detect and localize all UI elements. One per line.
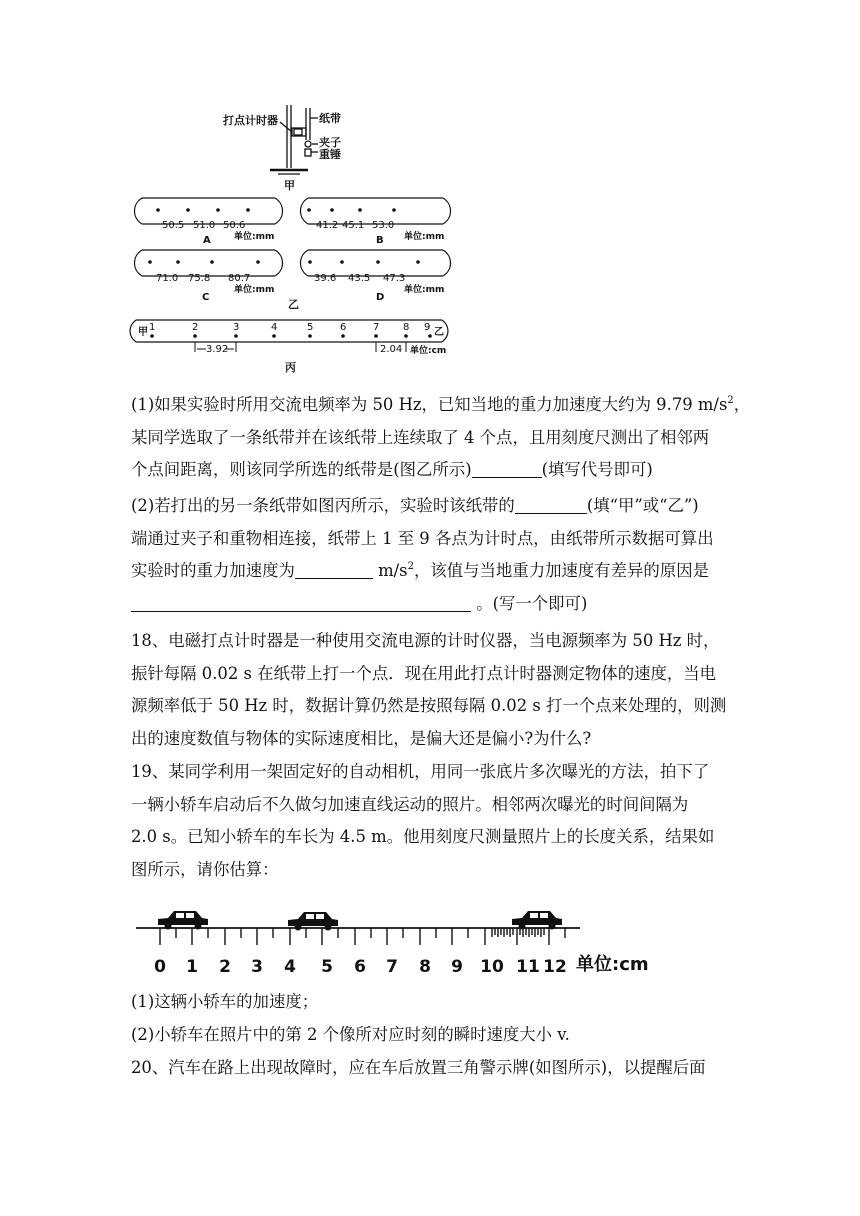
caption-bing: 丙 [285, 361, 296, 374]
q19-sub2: (2)小轿车在照片中的第 2 个像所对应时刻的瞬时速度大小 v. [131, 1024, 570, 1044]
answer-blank-tape[interactable] [472, 460, 542, 478]
tape-bing-pt4: 4 [271, 322, 278, 333]
tape-bing [130, 320, 448, 356]
tape-b-d3: 53.0 [372, 220, 395, 231]
q20 [131, 1052, 737, 1085]
ruler-label-1: 1 [186, 957, 198, 977]
q17-p2-line1b: (填“甲”或“乙”) [586, 496, 699, 515]
label-tape: 纸带 [319, 112, 341, 125]
tape-bing-pt1: 1 [149, 322, 156, 333]
q19-line3: 2.0 s。已知小轿车的车长为 4.5 m。他用刻度尺测量照片上的长度关系，结果如 [131, 827, 715, 846]
q17-p2-line2: 端通过夹子和重物相连接，纸带上 1 至 9 各点为计时点，由纸带所示数据可算出 [131, 528, 714, 548]
ruler-labels [154, 957, 567, 977]
q17-part2 [131, 490, 737, 620]
tape-d-d2: 43.5 [348, 273, 371, 284]
tape-c-d2: 75.8 [188, 273, 211, 284]
q17-p1-sup: 2 [727, 395, 734, 406]
ruler-label-4: 4 [284, 957, 296, 977]
ruler-label-11: 11 [516, 957, 540, 977]
tape-bing-pt8: 8 [403, 322, 410, 333]
label-timer: 打点计时器 [223, 114, 278, 127]
ruler-unit: 单位:cm [576, 954, 649, 975]
tape-a-unit: 单位:mm [234, 232, 275, 242]
ruler-label-10: 10 [480, 957, 504, 977]
q17-p2-sup: 2 [407, 561, 414, 572]
ruler-label-2: 2 [219, 957, 231, 977]
tape-d-tag: D [376, 292, 385, 303]
q19-line2: 一辆小轿车启动后不久做匀加速直线运动的照片。相邻两次曝光的时间间隔为 [131, 794, 689, 814]
ruler-label-7: 7 [386, 957, 398, 977]
ruler-label-8: 8 [419, 957, 431, 977]
q18-line2: 振针每隔 0.02 s 在纸带上打一个点．现在用此打点计时器测定物体的速度，当电 [131, 663, 717, 683]
q18 [131, 625, 737, 755]
q17-p1-line3b: (填写代号即可) [541, 460, 653, 479]
q17-p1-line1: (1)如果实验时所用交流电频率为 50 Hz，已知当地的重力加速度大约为 9.79 m/s [131, 395, 728, 414]
q18-line3: 源频率低于 50 Hz 时，数据计算仍然是按照每隔 0.02 s 打一个点来处理的，则测 [131, 696, 727, 715]
tape-c-tag: C [202, 292, 210, 303]
q19-sub1: (1)这辆小轿车的加速度； [131, 992, 319, 1011]
q17-p1-line1-end: ， [733, 395, 751, 414]
q19 [131, 756, 737, 886]
car-icon-3 [512, 911, 562, 930]
label-clamp: 夹子 [319, 136, 341, 149]
tape-d-d3: 47.3 [383, 273, 406, 284]
tape-bing-unit: 单位:cm [410, 346, 447, 356]
ruler-label-12: 12 [543, 957, 567, 977]
tape-a-d3: 50.6 [223, 220, 246, 231]
ruler-label-6: 6 [354, 957, 366, 977]
ruler-label-5: 5 [321, 957, 333, 977]
tape-bing-pt5: 5 [307, 322, 314, 333]
tape-bing-pt3: 3 [233, 322, 240, 333]
tape-d-d1: 39.6 [314, 273, 337, 284]
tape-d [301, 250, 451, 303]
q17-part1 [131, 389, 751, 487]
ruler-label-9: 9 [451, 957, 463, 977]
tape-d-unit: 单位:mm [404, 285, 445, 295]
q17-p2-line3a: 实验时的重力加速度为 [131, 561, 295, 580]
tape-b-tag: B [376, 235, 384, 246]
ruler-label-3: 3 [251, 957, 263, 977]
tape-bing-pt6: 6 [340, 322, 347, 333]
q17-p2-line1a: (2)若打出的另一条纸带如图丙所示，实验时该纸带的 [131, 496, 515, 515]
tape-c [135, 250, 283, 303]
q17-p2-line4b: 。(写一个即可) [471, 593, 588, 613]
tape-a-d2: 51.0 [193, 220, 216, 231]
answer-blank-end[interactable] [515, 496, 587, 514]
tape-c-d1: 71.0 [156, 273, 179, 284]
tape-a-d1: 50.5 [162, 220, 185, 231]
q19-sub [131, 986, 737, 1051]
ruler-ticks [160, 928, 565, 945]
experiment-figure [120, 100, 470, 380]
q19-line1: 19、某同学利用一架固定好的自动相机，用同一张底片多次曝光的方法，拍下了 [131, 762, 710, 781]
tape-b-unit: 单位:mm [404, 232, 445, 242]
q18-line4: 出的速度数值与物体的实际速度相比，是偏大还是偏小?为什么? [131, 728, 592, 748]
tape-bing-pt9: 9 [424, 322, 431, 333]
tape-bing-pt7: 7 [373, 322, 380, 333]
tape-bing-d78: 2.04 [380, 344, 403, 355]
tape-b-d1: 41.2 [316, 220, 339, 231]
tape-c-d3: 80.7 [228, 273, 251, 284]
q17-p1-line2: 某同学选取了一条纸带并在该纸带上连续取了 4 个点，且用刻度尺测出了相邻两 [131, 427, 710, 447]
tape-bing-d23: 3.92 [206, 344, 229, 355]
q17-p1-line3a: 个点间距离，则该同学所选的纸带是(图乙所示) [131, 460, 472, 479]
ruler-figure [130, 895, 670, 985]
q18-line1: 18、电磁打点计时器是一种使用交流电源的计时仪器，当电源频率为 50 Hz 时， [131, 631, 720, 650]
answer-blank-gravity[interactable] [295, 561, 373, 579]
car-icon-1 [158, 911, 208, 930]
tape-a [135, 198, 283, 246]
tape-bing-points [150, 334, 432, 338]
answer-blank-reason[interactable] [131, 593, 471, 611]
label-weight: 重锤 [319, 148, 341, 161]
q20-line1: 20、汽车在路上出现故障时，应在车后放置三角警示牌(如图所示)，以提醒后面 [131, 1058, 706, 1077]
q17-p2-line3c: ，该值与当地重力加速度有差异的原因是 [413, 561, 709, 580]
tape-c-unit: 单位:mm [234, 285, 275, 295]
tape-b-d2: 45.1 [342, 220, 365, 231]
ruler-label-0: 0 [154, 957, 166, 977]
tape-bing-left-end: 甲 [138, 327, 148, 338]
caption-yi: 乙 [288, 298, 299, 311]
tape-bing-pt2: 2 [192, 322, 199, 333]
tape-a-tag: A [203, 235, 211, 246]
q17-p2-line3b: m/s [372, 561, 408, 580]
q19-line4: 图所示，请你估算： [131, 859, 279, 879]
caption-jia: 甲 [284, 179, 295, 192]
tape-b [301, 198, 451, 246]
tape-bing-right-end: 乙 [434, 327, 444, 338]
